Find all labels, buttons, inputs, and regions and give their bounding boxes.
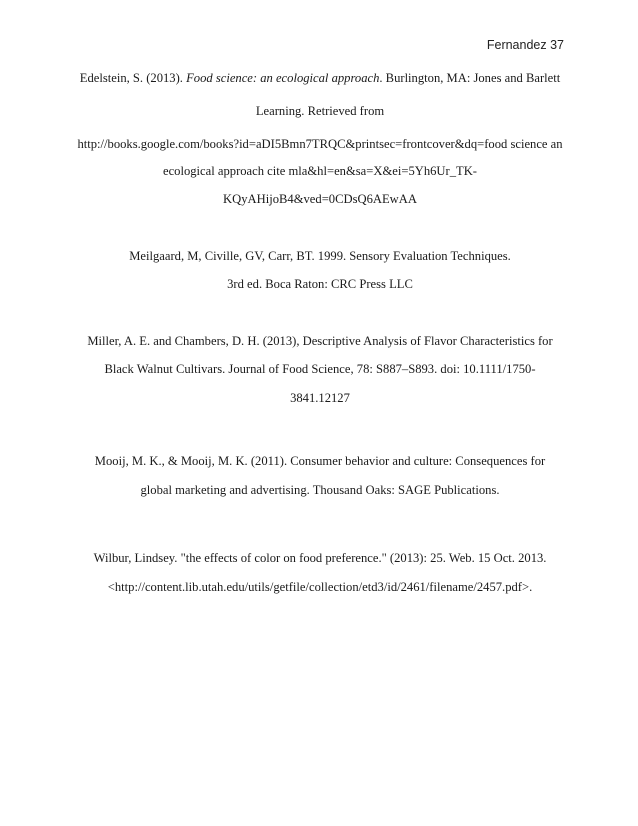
ref-edelstein-line-1	[40, 70, 600, 86]
ref-edelstein-title: Food science: an ecological approach	[186, 71, 380, 85]
ref-mooij-line-1: Mooij, M. K., & Mooij, M. K. (2011). Consumer behavior and culture: Consequences for	[94, 454, 546, 468]
ref-miller-line-1: Miller, A. E. and Chambers, D. H. (2013), Descriptive Analysis of Flavor Characteristics for	[87, 334, 553, 348]
ref-mooij-line-2: global marketing and advertising. Thousand Oaks: SAGE Publications.	[140, 483, 500, 497]
running-head: Fernandez 37	[486, 38, 564, 52]
ref-edelstein-authors: Edelstein, S. (2013).	[79, 71, 187, 85]
ref-edelstein-url-line-1: http://books.google.com/books?id=aDI5Bmn7TRQC&printsec=frontcover&dq=food science an	[77, 137, 563, 151]
ref-wilbur-url: <http://content.lib.utah.edu/utils/getfile/collection/etd3/id/2461/filename/2457.pdf>.	[107, 580, 533, 594]
ref-meilgaard-line-2: 3rd ed. Boca Raton: CRC Press LLC	[227, 277, 413, 291]
ref-edelstein-url-line-3: KQyAHijoB4&ved=0CDsQ6AEwAA	[223, 192, 417, 206]
ref-edelstein-line-2: Learning. Retrieved from	[255, 104, 385, 118]
ref-edelstein-publisher: . Burlington, MA: Jones and Barlett	[379, 71, 561, 85]
ref-miller-line-3: 3841.12127	[290, 391, 350, 405]
ref-wilbur-line-1: Wilbur, Lindsey. "the effects of color on food preference." (2013): 25. Web. 15 Oct. 2013.	[93, 551, 547, 565]
ref-edelstein-url-line-2: ecological approach cite mla&hl=en&sa=X&ei=5Yh6Ur_TK-	[162, 164, 477, 178]
ref-miller-line-2: Black Walnut Cultivars. Journal of Food Science, 78: S887–S893. doi: 10.1111/1750-	[104, 362, 536, 376]
ref-meilgaard-line-1: Meilgaard, M, Civille, GV, Carr, BT. 1999. Sensory Evaluation Techniques.	[129, 249, 511, 263]
